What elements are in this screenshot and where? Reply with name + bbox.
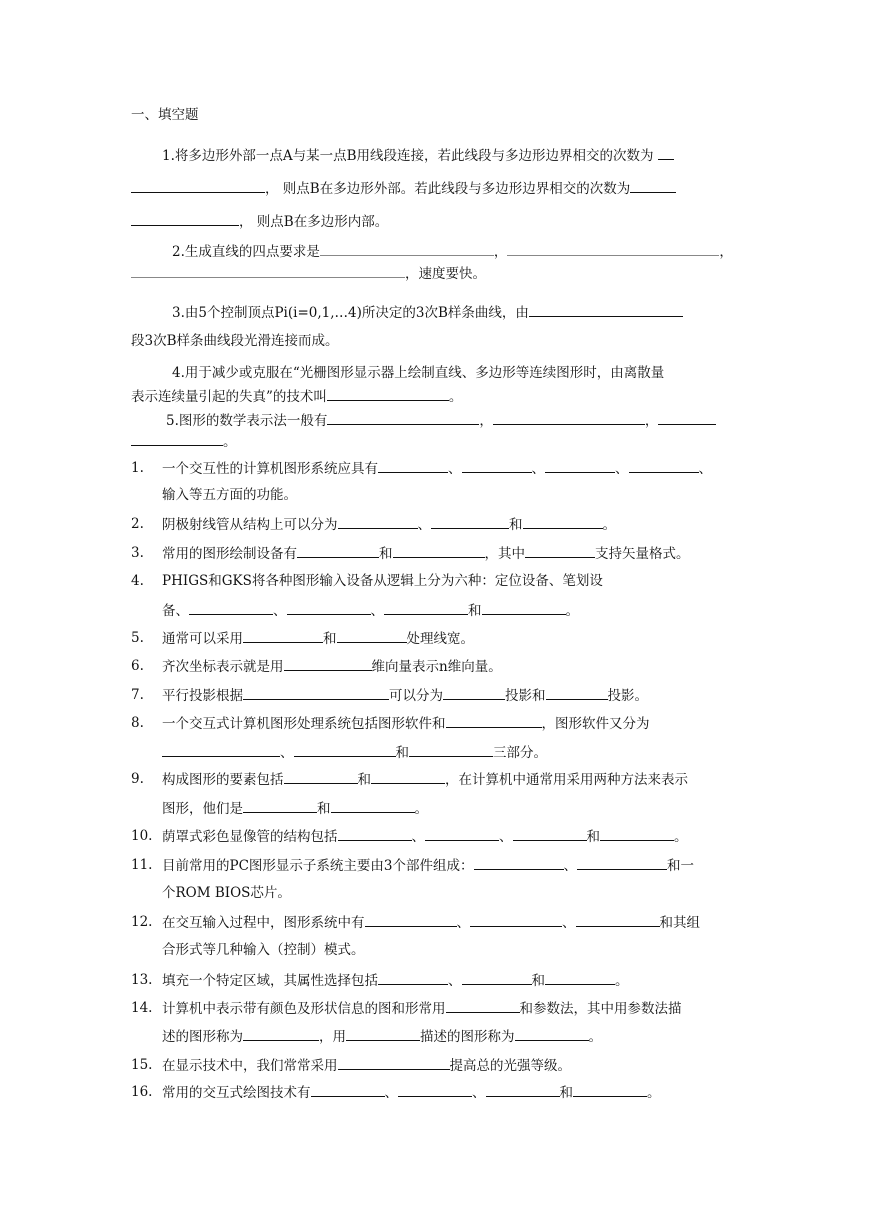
question-text: 构成图形的要素包括 xyxy=(162,772,284,788)
question-text: 、 xyxy=(563,858,578,874)
blank[interactable] xyxy=(189,601,273,615)
blank[interactable] xyxy=(529,303,683,317)
blank[interactable] xyxy=(493,411,645,425)
blank[interactable] xyxy=(131,179,265,193)
blank[interactable] xyxy=(243,686,389,700)
question-text: 、 xyxy=(562,915,576,931)
question-text: 。 xyxy=(602,517,616,533)
question-text: 和参数法，其中用参数法描 xyxy=(519,1001,682,1017)
question-text: 。 xyxy=(615,973,629,989)
question-text: 常用的图形绘制设备有 xyxy=(162,546,297,562)
question-text: 。 xyxy=(647,1085,661,1101)
question-text: 维向量表示n维向量。 xyxy=(371,659,502,675)
question-text: 一个交互性的计算机图形系统应具有 xyxy=(162,461,378,477)
question-text: 述的图形称为 xyxy=(162,1029,243,1045)
question-text: 、 xyxy=(531,461,545,477)
question-number: 10. xyxy=(131,828,153,844)
question-text: 支持矢量格式。 xyxy=(595,546,690,562)
blank[interactable] xyxy=(629,459,699,473)
question-text: 目前常用的PC图形显示子系统主要由3个部件组成： xyxy=(162,858,474,874)
question-line xyxy=(162,629,474,648)
question-text: 图形，他们是 xyxy=(162,801,243,817)
question-number: 2. xyxy=(131,516,144,532)
question-text: 通常可以采用 xyxy=(162,631,243,647)
question-number: 3. xyxy=(131,545,144,561)
blank[interactable] xyxy=(346,1027,420,1041)
question-text: 。 xyxy=(565,603,579,619)
question-text: 。 xyxy=(588,1029,602,1045)
question-text: 。 xyxy=(674,829,688,845)
question-text: 描述的图形称为 xyxy=(420,1029,515,1045)
question-text: ， 则点B在多边形内部。 xyxy=(239,214,389,230)
blank[interactable] xyxy=(525,544,595,558)
blank[interactable] xyxy=(131,212,239,226)
blank[interactable] xyxy=(331,799,415,813)
question-text: 、 xyxy=(384,1085,398,1101)
question-line xyxy=(162,601,579,620)
question-text: 、 xyxy=(417,517,431,533)
blank[interactable] xyxy=(327,411,479,425)
question-number: 1. xyxy=(131,460,144,476)
blank[interactable] xyxy=(338,827,412,841)
question-line xyxy=(162,856,694,875)
blank[interactable] xyxy=(573,1083,647,1097)
question-line xyxy=(162,544,690,563)
blank[interactable] xyxy=(470,913,562,927)
question-line xyxy=(162,1083,661,1102)
blank[interactable] xyxy=(243,799,317,813)
blank[interactable] xyxy=(486,1083,560,1097)
question-line xyxy=(162,971,629,990)
blank[interactable] xyxy=(523,515,603,529)
question-line xyxy=(162,799,428,818)
question-text: 在交互输入过程中，图形系统中有 xyxy=(162,915,365,931)
question-text: 3.由5个控制顶点Pi(i=0,1,…4)所决定的3次B样条曲线，由 xyxy=(172,305,529,321)
blank[interactable] xyxy=(338,515,418,529)
question-text: 可以分为 xyxy=(389,688,443,704)
question-number: 14. xyxy=(131,1000,153,1016)
question-text: 提高总的光强等级。 xyxy=(449,1058,571,1074)
question-text: 计算机中表示带有颜色及形状信息的图和形常用 xyxy=(162,1001,446,1017)
blank[interactable] xyxy=(327,387,449,401)
question-text: 和 xyxy=(586,829,600,845)
question-5-line-1: 5.图形的数学表示法一般有 ， ， xyxy=(166,411,716,430)
question-text: 、 xyxy=(456,915,470,931)
question-number: 12. xyxy=(131,914,153,930)
blank[interactable] xyxy=(378,459,448,473)
question-text: ，其中 xyxy=(484,546,525,562)
blank[interactable] xyxy=(294,743,396,757)
question-text: 和一 xyxy=(667,858,695,874)
question-text: 投影。 xyxy=(607,688,648,704)
question-line xyxy=(162,827,688,846)
question-text: 处理线宽。 xyxy=(406,631,474,647)
question-line: PHIGS和GKS将各种图形输入设备从逻辑上分为六种：定位设备、笔划设 xyxy=(162,573,603,589)
question-text: 、 xyxy=(273,603,287,619)
question-5-line-2: 。 xyxy=(131,432,237,451)
question-text: 和 xyxy=(379,546,393,562)
blank[interactable] xyxy=(337,629,407,643)
question-text: 和 xyxy=(509,517,523,533)
question-number: 4. xyxy=(131,573,144,589)
question-number: 15. xyxy=(131,1057,153,1073)
question-line xyxy=(162,1027,602,1046)
blank[interactable] xyxy=(365,913,457,927)
question-line xyxy=(162,657,502,676)
question-text: 和 xyxy=(323,631,337,647)
question-text: ，用 xyxy=(319,1029,346,1045)
blank[interactable] xyxy=(287,601,371,615)
blank[interactable] xyxy=(482,601,566,615)
question-text: ，在计算机中通常用采用两种方法来表示 xyxy=(445,772,688,788)
question-text: 和其组 xyxy=(659,915,700,931)
question-number: 16. xyxy=(131,1084,153,1100)
blank[interactable] xyxy=(393,544,485,558)
question-text: 荫罩式彩色显像管的结构包括 xyxy=(162,829,338,845)
blank[interactable] xyxy=(577,856,667,870)
question-text: 一个交互式计算机图形处理系统包括图形软件和 xyxy=(162,716,446,732)
blank[interactable] xyxy=(630,179,676,193)
question-text: 填充一个特定区域，其属性选择包括 xyxy=(162,973,378,989)
blank[interactable] xyxy=(446,999,520,1013)
question-line xyxy=(162,999,682,1018)
question-text: 阴极射线管从结构上可以分为 xyxy=(162,517,338,533)
question-text: 5.图形的数学表示法一般有 xyxy=(166,413,328,429)
question-3-line-1 xyxy=(172,303,683,322)
question-text: 投影和 xyxy=(505,688,546,704)
question-text: 和 xyxy=(468,603,482,619)
question-text: 和 xyxy=(559,1085,573,1101)
question-2-line-2 xyxy=(131,264,486,283)
question-text: 1.将多边形外部一点A与某一点B用线段连接，若此线段与多边形边界相交的次数为 xyxy=(162,148,654,164)
blank[interactable] xyxy=(462,459,532,473)
blank[interactable] xyxy=(474,856,564,870)
question-3-line-2: 段3次B样条曲线段光滑连接而成。 xyxy=(131,333,339,349)
question-text: 和 xyxy=(395,745,409,761)
question-number: 13. xyxy=(131,972,153,988)
blank[interactable] xyxy=(546,686,608,700)
question-text: ， 则点B在多边形外部。若此线段与多边形边界相交的次数为 xyxy=(265,181,631,197)
question-text: 、 xyxy=(280,745,294,761)
question-text: 、 xyxy=(615,461,629,477)
blank[interactable] xyxy=(131,432,223,446)
question-text: 平行投影根据 xyxy=(162,688,243,704)
blank[interactable] xyxy=(243,1027,319,1041)
question-text: 和 xyxy=(357,772,371,788)
blank[interactable] xyxy=(658,146,674,160)
section-title: 一、填空题 xyxy=(131,107,199,123)
question-text: 、 xyxy=(448,461,462,477)
question-text: 2.生成直线的四点要求是 xyxy=(172,244,320,260)
blank[interactable] xyxy=(515,1027,589,1041)
blank[interactable] xyxy=(398,1083,472,1097)
question-1-line-1 xyxy=(162,146,674,165)
question-text: 。 xyxy=(414,801,428,817)
question-text: 、 xyxy=(370,603,384,619)
blank[interactable] xyxy=(378,971,448,985)
blank[interactable] xyxy=(384,601,468,615)
blank[interactable] xyxy=(131,264,405,278)
question-text: 备、 xyxy=(162,603,189,619)
blank[interactable] xyxy=(243,629,323,643)
question-number: 7. xyxy=(131,687,144,703)
question-number: 6. xyxy=(131,658,144,674)
question-text: 、 xyxy=(411,829,425,845)
question-number: 8. xyxy=(131,715,144,731)
question-line xyxy=(162,913,700,932)
question-line xyxy=(162,515,616,534)
blank[interactable] xyxy=(162,743,280,757)
blank[interactable] xyxy=(431,515,509,529)
question-1-line-3 xyxy=(131,212,388,231)
question-number: 5. xyxy=(131,630,144,646)
question-text: 和 xyxy=(531,973,545,989)
question-text: ，速度要快。 xyxy=(405,266,486,282)
blank[interactable] xyxy=(545,971,615,985)
blank[interactable] xyxy=(446,714,542,728)
question-2-line-1: 2.生成直线的四点要求是 ， ， xyxy=(172,244,733,260)
question-number: 11. xyxy=(131,857,153,873)
blank[interactable] xyxy=(443,686,505,700)
blank[interactable] xyxy=(409,743,493,757)
blank[interactable] xyxy=(311,1083,385,1097)
question-line xyxy=(162,459,712,478)
question-text: 、 xyxy=(698,461,712,477)
question-number: 9. xyxy=(131,771,144,787)
blank[interactable] xyxy=(297,544,379,558)
question-text: 、 xyxy=(472,1085,486,1101)
blank[interactable] xyxy=(284,657,372,671)
blank[interactable] xyxy=(462,971,532,985)
question-text: 三部分。 xyxy=(493,745,547,761)
question-1-line-2 xyxy=(131,179,676,198)
question-line xyxy=(162,714,650,733)
blank[interactable] xyxy=(338,1056,450,1070)
blank[interactable] xyxy=(371,770,445,784)
question-text: 和 xyxy=(317,801,331,817)
question-line xyxy=(162,686,648,705)
blank[interactable] xyxy=(600,827,674,841)
question-text: 齐次坐标表示就是用 xyxy=(162,659,284,675)
question-line: 个ROM BIOS芯片。 xyxy=(162,885,291,901)
blank[interactable] xyxy=(284,770,358,784)
blank[interactable] xyxy=(513,827,587,841)
question-4-line-1: 4.用于减少或克服在“光栅图形显示器上绘制直线、多边形等连续图形时，由离散量 xyxy=(172,365,665,381)
question-line xyxy=(162,1056,571,1075)
question-line: 合形式等几种输入（控制）模式。 xyxy=(162,942,365,958)
question-line xyxy=(162,770,688,789)
question-text: 、 xyxy=(448,973,462,989)
question-text: 、 xyxy=(499,829,513,845)
question-text: 表示连续量引起的失真”的技术叫 xyxy=(131,389,327,405)
question-text: 常用的交互式绘图技术有 xyxy=(162,1085,311,1101)
question-4-line-2: 表示连续量引起的失真”的技术叫 。 xyxy=(131,389,463,405)
blank[interactable] xyxy=(545,459,615,473)
blank[interactable] xyxy=(576,913,660,927)
question-line xyxy=(162,743,547,762)
blank[interactable] xyxy=(320,242,494,256)
question-text: 在显示技术中，我们常常采用 xyxy=(162,1058,338,1074)
question-text: ，图形软件又分为 xyxy=(541,716,650,732)
blank[interactable] xyxy=(507,242,719,256)
blank[interactable] xyxy=(658,411,716,425)
question-line: 输入等五方面的功能。 xyxy=(162,487,297,503)
blank[interactable] xyxy=(425,827,499,841)
